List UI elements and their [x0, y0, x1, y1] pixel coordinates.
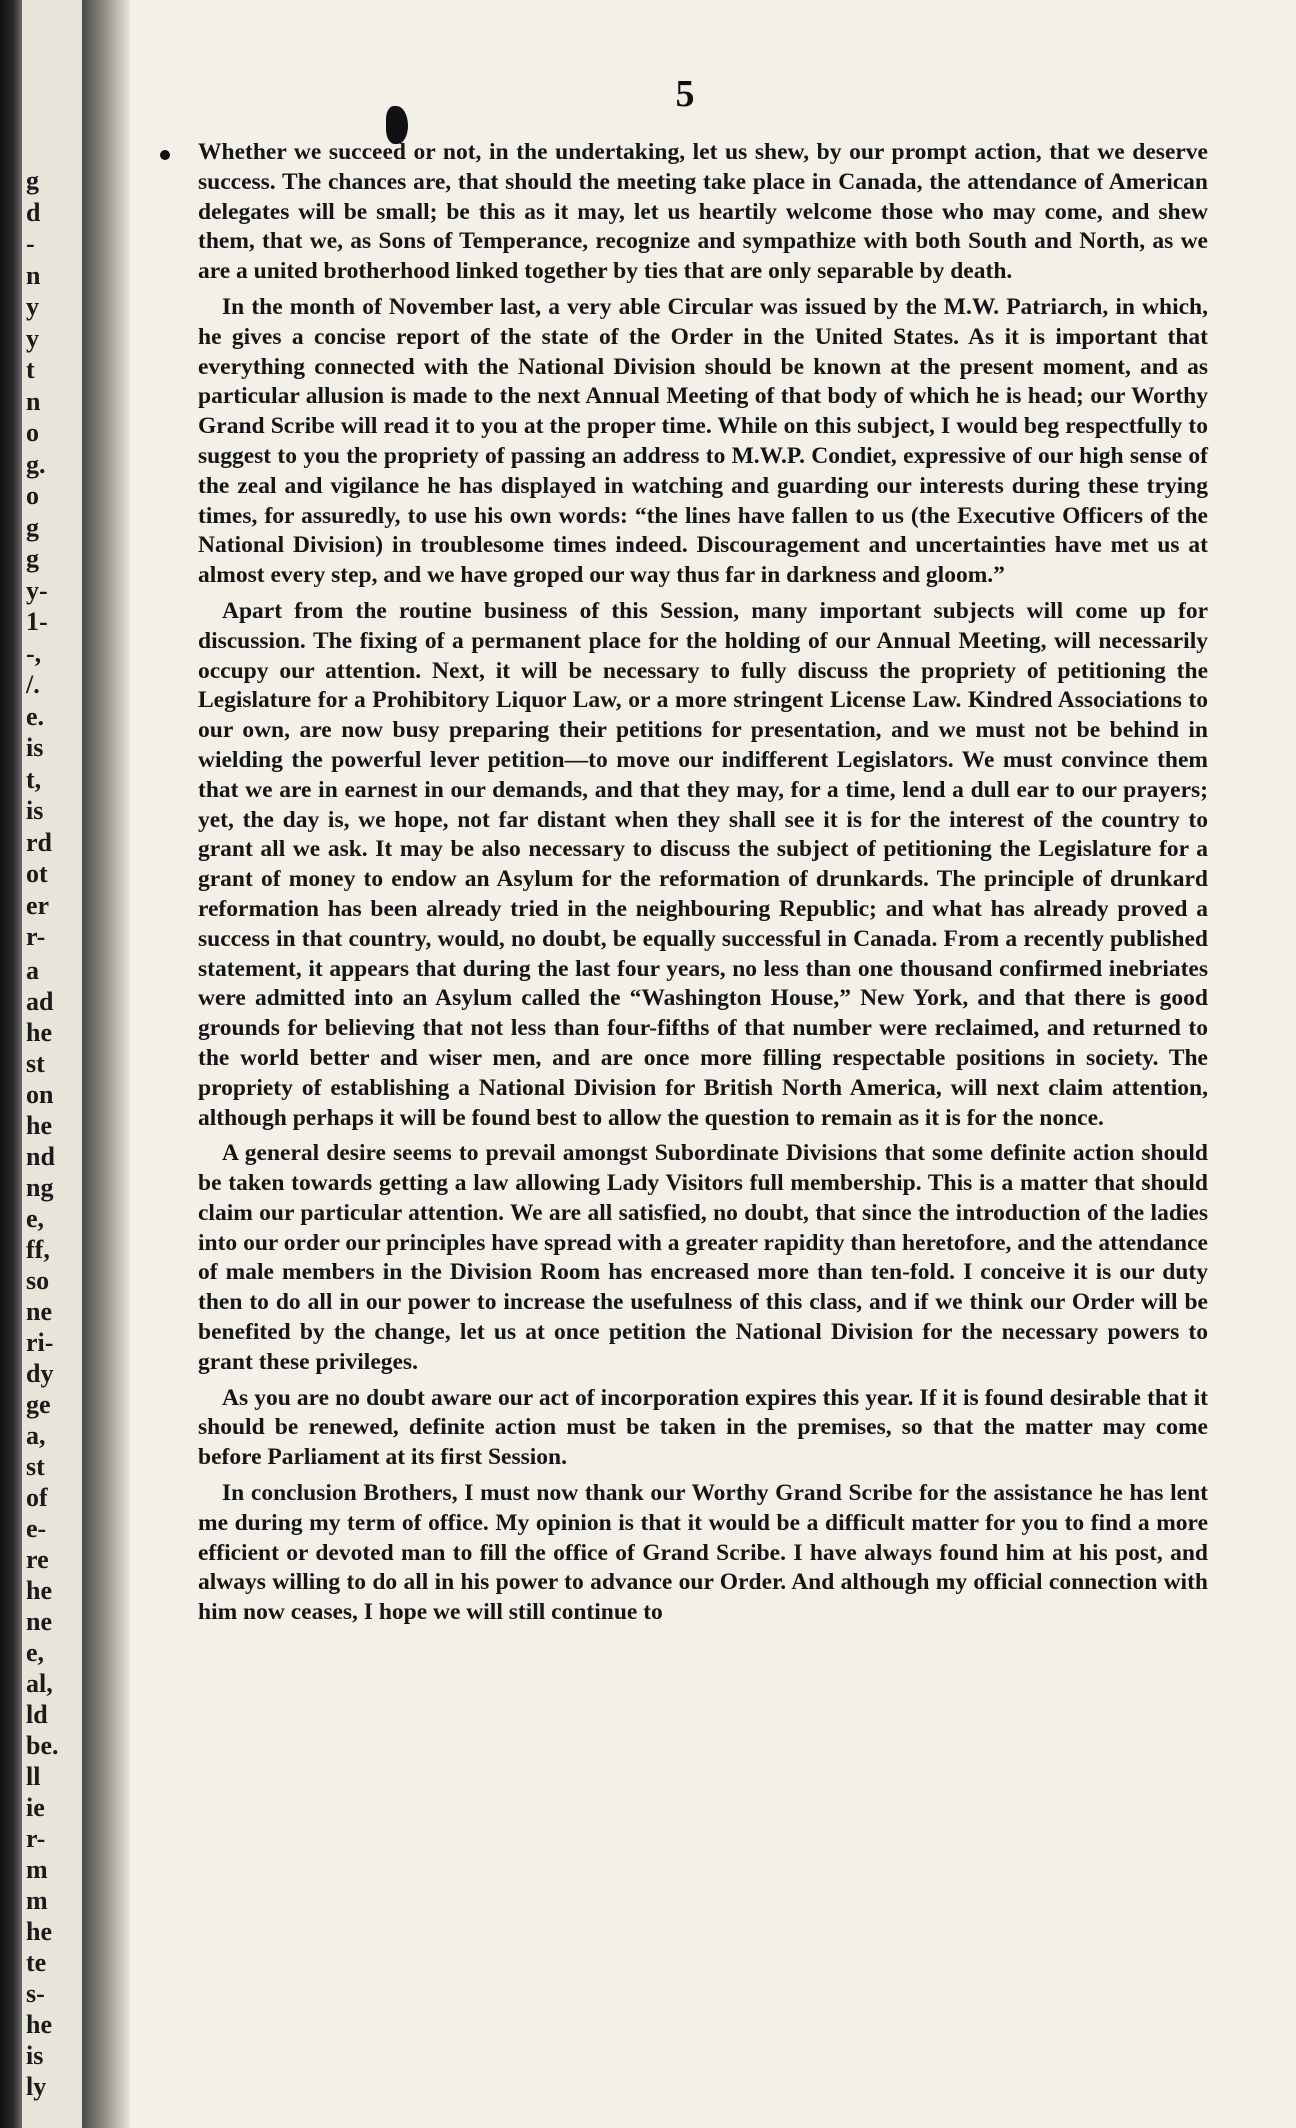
paragraph-4: A general desire seems to prevail amongst Subordinate Divisions that some definite action should be taken towards getting a law allowing Lady Visitors full membership. This is a matter that should claim our particular attention. We are all satisfied, no doubt, that since the introduction of the ladies into our order our principles have spread with a greater rapidity than heretofore, and the attendance of male members in the Division Room has encreased more than ten-fold. I conceive it is our duty then to do all in our power to increase the usefulness of this class, and if we think our Order will be benefited by the change, let us at once petition the National Division for the necessary powers to grant these privileges. [198, 1140, 1208, 1375]
margin-fragment: ge [26, 1390, 51, 1419]
page-number: 5 [675, 73, 695, 115]
gutter-fold-shadow [82, 0, 130, 2128]
margin-fragment: al, [26, 1669, 53, 1698]
margin-fragment: st [26, 1049, 45, 1078]
margin-fragment: nd [26, 1142, 55, 1171]
margin-fragment: he [26, 2010, 52, 2039]
margin-fragment: e. [26, 702, 45, 731]
margin-fragment: y- [26, 576, 48, 605]
margin-fragment: st [26, 1452, 45, 1481]
margin-fragment: y [26, 324, 39, 353]
margin-fragment: s- [26, 1979, 45, 2008]
margin-fragment: n [26, 387, 41, 416]
margin-fragment: e, [26, 1638, 45, 1667]
margin-fragment: he [26, 1917, 52, 1946]
paragraph-5: As you are no doubt aware our act of incorporation expires this year. If it is found desirable that it should be renewed, definite action must be taken in the premises, so that the matter may come before Parliament at its first Session. [198, 1384, 1208, 1471]
paragraph-2: In the month of November last, a very able Circular was issued by the M.W. Patriarch, in which, he gives a concise report of the state of the Order in the United States. As it is important that everything connected with the National Division should be known at the present moment, and as particular allusion is made to the next Annual Meeting of that body of which he is head; our Worthy Grand Scribe will read it to you at the proper time. While on this subject, I would beg respectfully to suggest to you the propriety of passing an address to M.W.P. Condiet, expressive of our high sense of the zeal and vigilance he has displayed in watching and guarding our interests during these trying times, for assuredly, to use his own words: “the lines have fallen to us (the Executive Officers of the National Division) in troublesome times indeed. Discouragement and uncertainties have met us at almost every step, and we have groped our way thus far in darkness and gloom.” [198, 293, 1208, 589]
margin-fragment: is [26, 796, 44, 825]
margin-fragment: m [26, 1855, 48, 1884]
margin-fragment: /. [26, 670, 40, 699]
margin-fragment: ly [26, 2072, 47, 2101]
margin-fragment: ad [26, 987, 54, 1016]
margin-fragment: ne [26, 1607, 52, 1636]
margin-fragment: rd [26, 828, 52, 857]
margin-fragment: ne [26, 1297, 52, 1326]
margin-fragment: y [26, 292, 39, 321]
margin-fragment: 1- [26, 607, 48, 636]
margin-fragment: ie [26, 1793, 45, 1822]
margin-fragment: g. [26, 450, 46, 479]
binding-shadow [0, 0, 22, 2128]
margin-fragment: g [26, 166, 39, 195]
margin-fragment: so [26, 1266, 50, 1295]
margin-fragment: of [26, 1483, 48, 1512]
margin-fragment: e- [26, 1514, 47, 1543]
margin-fragment: ri- [26, 1328, 54, 1357]
margin-fragment: he [26, 1018, 52, 1047]
document-page [130, 0, 1296, 2128]
margin-fragment: ff, [26, 1235, 50, 1264]
margin-fragment: m [26, 1886, 48, 1915]
margin-fragment: g [26, 513, 39, 542]
margin-fragment: ll [26, 1762, 41, 1791]
margin-fragment: - [26, 229, 35, 258]
margin-fragment: g [26, 544, 39, 573]
paragraph-1: Whether we succeed or not, in the undertaking, let us shew, by our prompt action, that we deserve success. The chances are, that should the meeting take place in Canada, the attendance of American delegates will be small; be this as it may, let us heartily welcome those who may come, and shew them, that we, as Sons of Temperance, recognize and sympathize with both South and North, as we are a united brotherhood linked together by ties that are only separable by death. [198, 139, 1208, 285]
facing-page-edge [22, 0, 82, 2128]
margin-fragment: d [26, 198, 41, 227]
margin-fragment: -, [26, 639, 42, 668]
margin-fragment: is [26, 733, 44, 762]
margin-fragment: n [26, 261, 41, 290]
margin-fragment: be. [26, 1731, 59, 1760]
margin-fragment: a [26, 956, 39, 985]
margin-fragment: r- [26, 922, 46, 951]
margin-fragment: ld [26, 1700, 48, 1729]
body-text [198, 138, 1208, 1634]
margin-fragment: o [26, 481, 39, 510]
margin-fragment: t, [26, 765, 42, 794]
margin-fragment: re [26, 1545, 49, 1574]
margin-fragment: r- [26, 1824, 46, 1853]
margin-fragment: ng [26, 1173, 54, 1202]
margin-fragment: he [26, 1576, 52, 1605]
margin-fragment: e, [26, 1204, 45, 1233]
paragraph-3: Apart from the routine business of this Session, many important subjects will come up for discussion. The fixing of a permanent place for the holding of our Annual Meeting, will necessarily occupy our attention. Next, it will be necessary to fully discuss the propriety of petitioning the Legislature for a Prohibitory Liquor Law, or a more stringent License Law. Kindred Associations to our own, are now busy preparing their petitions for presentation, and we must not be behind in wielding the powerful lever petition—to move our indifferent Legislators. We must convince them that we are in earnest in our demands, and that they may, for a time, lend a dull ear to our prayers; yet, the day is, we hope, not far distant when they shall see it is for the interest of the country to grant all we ask. It may be also necessary to discuss the subject of petitioning the Legislature for a grant of money to endow an Asylum for the reformation of drunkards. The principle of drunkard reformation has been already tried in the neighbouring Republic; and what has already proved a success in that country, would, no doubt, be equally successful in Canada. From a recently published statement, it appears that during the last four years, no less than one thousand confirmed inebriates were admitted into an Asylum called the “Washington House,” New York, and that there is good grounds for believing that not less than four-fifths of that number were reclaimed, and returned to the world better and wiser men, and are once more filling respectable positions in society. The propriety of establishing a National Division for British North America, will next claim attention, although perhaps it will be found best to allow the question to remain as it is for the nonce. [198, 597, 1208, 1131]
margin-fragment: t [26, 355, 35, 384]
margin-fragment: a, [26, 1421, 46, 1450]
margin-fragment: o [26, 418, 39, 447]
ink-dot [160, 150, 170, 160]
margin-fragment: he [26, 1111, 52, 1140]
margin-fragment: te [26, 1948, 47, 1977]
margin-fragment: er [26, 891, 50, 920]
margin-fragment: ot [26, 859, 48, 888]
paragraph-6: In conclusion Brothers, I must now thank our Worthy Grand Scribe for the assistance he has lent me during my term of office. My opinion is that it would be a difficult matter for you to find a more efficient or devoted man to fill the office of Grand Scribe. I have always found him at his post, and always willing to do all in his power to advance our Order. And although my official connection with him now ceases, I hope we will still continue to [198, 1480, 1208, 1626]
margin-fragment: on [26, 1080, 54, 1109]
margin-fragment: is [26, 2041, 44, 2070]
margin-fragment: dy [26, 1359, 54, 1388]
